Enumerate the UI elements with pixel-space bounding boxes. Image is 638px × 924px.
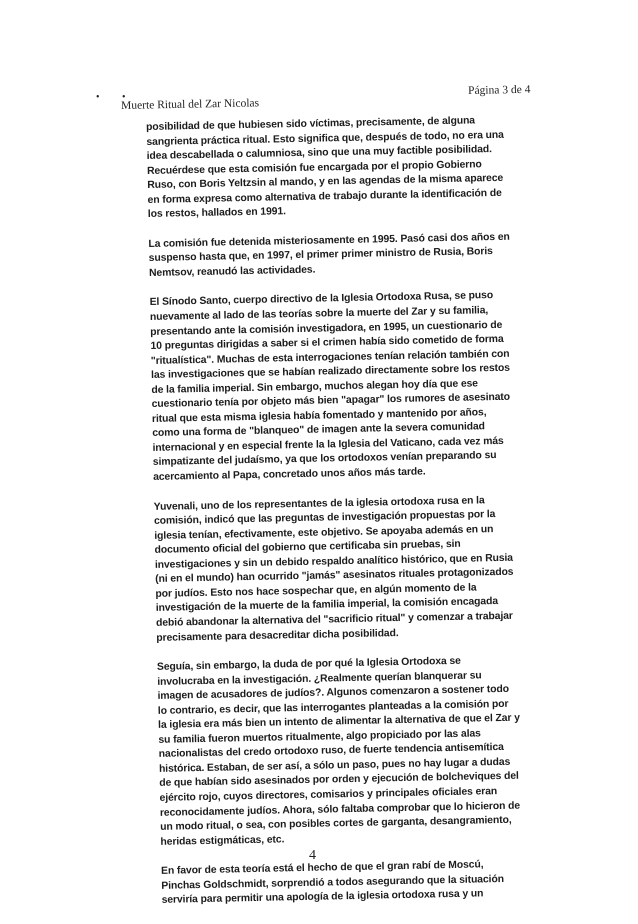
- header-page-label: Página 3 de 4: [468, 83, 531, 97]
- text-line: nuevamente al lado de las teorías sobre la muerte del Zar y su familia,: [149, 305, 489, 323]
- text-line: en forma expresa como alternativa de trabajo durante la identificación de: [147, 187, 502, 206]
- paragraph: [154, 493, 515, 646]
- paragraph: [146, 114, 506, 223]
- text-line: investigación de la muerte de la familia imperial, la comisión encagada: [155, 596, 499, 615]
- text-line: involucraba en la investigación. ¿Realmente querían blanquerar su: [157, 669, 482, 688]
- text-line: simpatizante del judaísmo, ya que los ortodoxos venían preparando su: [152, 450, 497, 469]
- text-line: serviría para permitir una apología de la iglesia ortodoxa rusa y un: [161, 888, 484, 907]
- paragraph: [157, 654, 519, 850]
- text-line: por judíos. Esto nos hace sospechar que, en algún momento de la: [155, 582, 477, 600]
- text-line: de la familia imperial. Sin embargo, muchos alegan hoy día que ese: [151, 378, 479, 396]
- text-line: su familia fueron muertos ritualmente, algo propiciado por las alas: [158, 728, 481, 746]
- text-line: cuestionario tenía por objeto más bien "apagar" los rumores de asesinato: [151, 392, 511, 411]
- text-line: El Sínodo Santo, cuerpo directivo de la Iglesia Ortodoxa Rusa, se puso: [149, 290, 494, 309]
- paragraph: [161, 858, 520, 909]
- text-line: debió abandonar la alternativa del "sacrificio ritual" y comenzar a trabajar: [155, 610, 513, 629]
- text-line: La comisión fue detenida misteriosamente en 1995. Pasó casi dos años en: [148, 231, 510, 250]
- text-line: documento oficial del gobierno que certificaba sin pruebas, sin: [154, 538, 461, 557]
- text-line: comisión, indicó que las preguntas de investigación propuestas por la: [153, 509, 496, 528]
- text-line: investigaciones y sin un debido respaldo analítico histórico, que en Rusia: [154, 552, 514, 571]
- text-line: un modo ritual, o sea, con posibles cortes de garganta, desangramiento,: [160, 814, 512, 833]
- text-line: "ritualística". Muchas de esta interrogaciones tenían relación también con: [150, 348, 510, 367]
- text-line: de que habían sido asesinados por orden y ejecución de bolcheviques del: [159, 771, 519, 790]
- header-marks: • •: [96, 92, 136, 103]
- body-text: [146, 114, 520, 924]
- text-line: suspenso hasta que, en 1997, el primer primer ministro de Rusia, Boris: [148, 246, 493, 265]
- text-line: imagen de acusadores de judíos?. Algunos comenzaron a sostener todo: [157, 683, 510, 703]
- text-line: Nemtsov, reanudó las actividades.: [148, 264, 316, 279]
- text-line: reconocidamente judíos. Ahora, sólo faltaba comprobar que lo hicieron de: [159, 800, 521, 819]
- text-line: Recuérdese que esta comisión fue encargada por el propio Gobierno: [146, 158, 482, 177]
- text-line: Ruso, con Boris Yeltzsin al mando, y en las agendas de la misma aparece: [147, 173, 504, 192]
- text-line: sangrienta práctica ritual. Esto significa que, después de todo, no era una: [146, 129, 504, 148]
- paragraph: [148, 231, 510, 282]
- text-line: (ni en el mundo) han ocurrido "jamás" asesinatos rituales protagonizados: [155, 567, 514, 586]
- text-line: ritual que esta misma iglesia había fomentado y mantenido por años,: [151, 407, 487, 425]
- text-line: heridas estigmáticas, etc.: [160, 833, 285, 848]
- text-line: iglesia tenían, efectivamente, este objetivo. Se apoyaba además en un: [154, 523, 494, 542]
- text-line: precisamente para desacreditar dicha posibilidad.: [156, 627, 399, 644]
- text-line: En favor de esta teoría está el hecho de que el gran rabí de Moscú,: [160, 859, 484, 878]
- text-line: acercamiento al Papa, concretado unos años más tarde.: [153, 466, 426, 483]
- text-line: idea descabellada o calumniosa, sino que una muy factible posibilidad.: [146, 144, 492, 163]
- text-line: Yuvenali, uno de los representantes de la iglesia ortodoxa rusa en la: [153, 494, 485, 513]
- text-line: como una forma de "blanqueo" de imagen ante la severa comunidad: [152, 421, 485, 440]
- text-line: Seguía, sin embargo, la duda de por qué la Iglesia Ortodoxa se: [156, 655, 461, 673]
- text-line: la iglesia era más bien un intento de alimentar la alternativa de que el Zar y: [158, 712, 520, 732]
- text-line: histórica. Estaban, de ser así, a sólo un paso, pues no hay lugar a dudas: [158, 756, 511, 775]
- text-line: nacionalistas del credo ortodoxo ruso, de fuerte tendencia antisemítica: [158, 742, 504, 761]
- page-number: 4: [309, 848, 316, 863]
- text-line: los restos, hallados en 1991.: [147, 206, 286, 221]
- text-line: ejército rojo, cuyos directores, comisarios y principales oficiales eran: [159, 786, 498, 804]
- paragraph: [150, 289, 512, 485]
- text-line: posibilidad de que hubiesen sido víctimas, precisamente, de alguna: [146, 115, 476, 133]
- text-line: presentando ante la comisión investigadora, en 1995, un cuestionario de: [150, 319, 503, 338]
- text-line: lo contrario, es decir, que las interrogantes planteadas a la comisión por: [157, 698, 509, 717]
- header-title: Muerte Ritual del Zar Nicolas: [121, 97, 260, 112]
- text-line: 10 preguntas dirigidas a saber si el crimen había sido cometido de forma: [150, 333, 504, 353]
- text-line: internacional y en especial frente la la Iglesia del Vaticano, cada vez más: [152, 435, 504, 454]
- text-line: Pinchas Goldschmidt, sorprendió a todos asegurando que la situación: [161, 873, 505, 892]
- text-line: las investigaciones que se habían realizado directamente sobre los restos: [151, 362, 510, 382]
